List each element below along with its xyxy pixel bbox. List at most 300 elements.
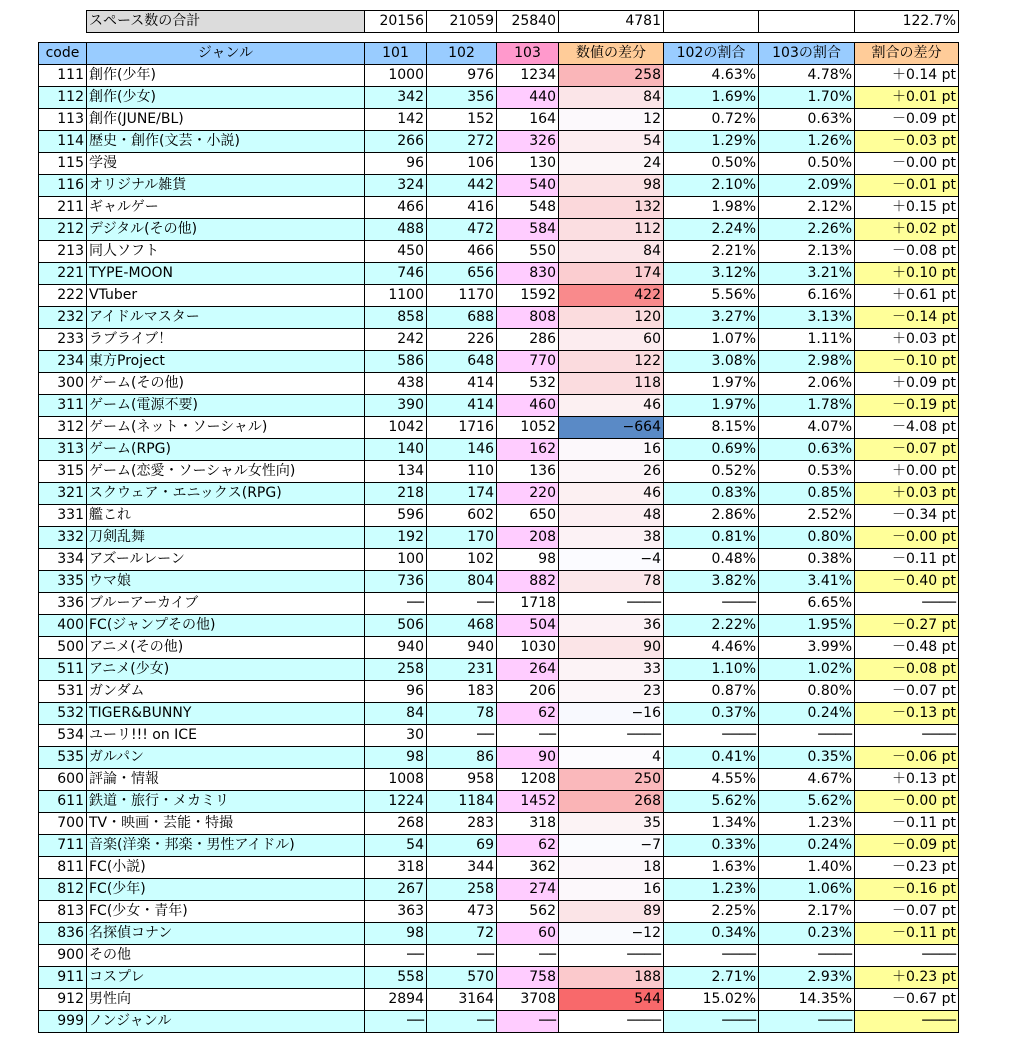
cell-genre[interactable]: 艦これ [87, 505, 365, 527]
cell-101[interactable]: 324 [365, 175, 427, 197]
cell-genre[interactable]: 学漫 [87, 153, 365, 175]
cell-101[interactable]: 746 [365, 263, 427, 285]
cell-diff[interactable]: −4 [559, 549, 664, 571]
header-103[interactable]: 103 [497, 43, 559, 65]
cell-pt-diff[interactable]: －0.09 pt [855, 835, 959, 857]
header-rate-103[interactable]: 103の割合 [759, 43, 855, 65]
cell-102[interactable]: 110 [427, 461, 497, 483]
cell-pt-diff[interactable]: ＋0.02 pt [855, 219, 959, 241]
cell-pt-diff[interactable]: －0.07 pt [855, 901, 959, 923]
cell-rate-102[interactable]: 15.02% [664, 989, 759, 1011]
cell-rate-103[interactable]: 2.93% [759, 967, 855, 989]
cell-pt-diff[interactable]: －0.11 pt [855, 923, 959, 945]
cell-diff[interactable]: 112 [559, 219, 664, 241]
cell-101[interactable]: 450 [365, 241, 427, 263]
cell-diff[interactable]: 188 [559, 967, 664, 989]
cell-102[interactable]: 106 [427, 153, 497, 175]
cell-code[interactable]: 114 [39, 131, 87, 153]
cell-code[interactable]: 700 [39, 813, 87, 835]
cell-rate-102[interactable]: 5.62% [664, 791, 759, 813]
cell-102[interactable]: 86 [427, 747, 497, 769]
cell-rate-102[interactable]: 2.71% [664, 967, 759, 989]
cell-rate-102[interactable]: 4.46% [664, 637, 759, 659]
cell-genre[interactable]: FC(少女・青年) [87, 901, 365, 923]
cell-rate-103[interactable]: 1.40% [759, 857, 855, 879]
cell-code[interactable]: 711 [39, 835, 87, 857]
cell-pt-diff[interactable]: ＋0.23 pt [855, 967, 959, 989]
cell-diff[interactable]: −664 [559, 417, 664, 439]
cell-pt-diff[interactable]: －0.19 pt [855, 395, 959, 417]
cell-pt-diff[interactable]: ──── [855, 945, 959, 967]
cell-genre[interactable]: 男性向 [87, 989, 365, 1011]
cell-diff[interactable]: ──── [559, 945, 664, 967]
cell-pt-diff[interactable]: －0.13 pt [855, 703, 959, 725]
cell-rate-103[interactable]: 3.99% [759, 637, 855, 659]
cell-rate-102[interactable]: 3.08% [664, 351, 759, 373]
cell-rate-102[interactable]: 1.63% [664, 857, 759, 879]
cell-genre[interactable]: 刀剣乱舞 [87, 527, 365, 549]
cell-pt-diff[interactable]: －0.01 pt [855, 175, 959, 197]
cell-diff[interactable]: 46 [559, 483, 664, 505]
cell-102[interactable]: 356 [427, 87, 497, 109]
header-code[interactable]: code [39, 43, 87, 65]
cell-102[interactable]: 414 [427, 373, 497, 395]
cell-pt-diff[interactable]: －0.48 pt [855, 637, 959, 659]
cell-diff[interactable]: −7 [559, 835, 664, 857]
cell-genre[interactable]: ゲーム(恋愛・ソーシャル女性向) [87, 461, 365, 483]
cell-code[interactable]: 234 [39, 351, 87, 373]
cell-genre[interactable]: 名探偵コナン [87, 923, 365, 945]
cell-diff[interactable]: 23 [559, 681, 664, 703]
cell-rate-102[interactable]: ──── [664, 593, 759, 615]
cell-102[interactable]: 688 [427, 307, 497, 329]
cell-pt-diff[interactable]: ＋0.03 pt [855, 329, 959, 351]
cell-pt-diff[interactable]: －0.10 pt [855, 351, 959, 373]
cell-rate-103[interactable]: 0.24% [759, 835, 855, 857]
cell-102[interactable]: 146 [427, 439, 497, 461]
cell-103[interactable]: 62 [497, 703, 559, 725]
cell-101[interactable]: 96 [365, 153, 427, 175]
cell-diff[interactable]: 24 [559, 153, 664, 175]
cell-diff[interactable]: 250 [559, 769, 664, 791]
cell-code[interactable]: 912 [39, 989, 87, 1011]
cell-genre[interactable]: 創作(少女) [87, 87, 365, 109]
cell-genre[interactable]: ブルーアーカイブ [87, 593, 365, 615]
cell-rate-103[interactable]: 2.09% [759, 175, 855, 197]
cell-103[interactable]: 286 [497, 329, 559, 351]
cell-103[interactable]: 1452 [497, 791, 559, 813]
cell-rate-103[interactable]: 1.06% [759, 879, 855, 901]
cell-pt-diff[interactable]: －4.08 pt [855, 417, 959, 439]
cell-genre[interactable]: デジタル(その他) [87, 219, 365, 241]
cell-diff[interactable]: 35 [559, 813, 664, 835]
summary-103[interactable]: 25840 [497, 11, 559, 33]
cell-rate-103[interactable]: 6.16% [759, 285, 855, 307]
cell-pt-diff[interactable]: ＋0.01 pt [855, 87, 959, 109]
summary-101[interactable]: 20156 [365, 11, 427, 33]
cell-101[interactable]: 268 [365, 813, 427, 835]
cell-102[interactable]: 656 [427, 263, 497, 285]
cell-rate-102[interactable]: 0.50% [664, 153, 759, 175]
cell-rate-103[interactable]: 1.95% [759, 615, 855, 637]
cell-code[interactable]: 331 [39, 505, 87, 527]
cell-rate-103[interactable]: 3.41% [759, 571, 855, 593]
cell-code[interactable]: 335 [39, 571, 87, 593]
cell-103[interactable]: 650 [497, 505, 559, 527]
cell-rate-103[interactable]: 3.13% [759, 307, 855, 329]
cell-101[interactable]: 438 [365, 373, 427, 395]
cell-103[interactable]: 130 [497, 153, 559, 175]
cell-rate-103[interactable]: 0.38% [759, 549, 855, 571]
cell-genre[interactable]: 音楽(洋楽・邦楽・男性アイドル) [87, 835, 365, 857]
cell-genre[interactable]: 東方Project [87, 351, 365, 373]
cell-rate-102[interactable]: 1.69% [664, 87, 759, 109]
cell-diff[interactable]: 268 [559, 791, 664, 813]
cell-rate-103[interactable]: 6.65% [759, 593, 855, 615]
cell-103[interactable]: ── [497, 725, 559, 747]
cell-code[interactable]: 900 [39, 945, 87, 967]
cell-103[interactable]: 562 [497, 901, 559, 923]
cell-code[interactable]: 212 [39, 219, 87, 241]
cell-code[interactable]: 112 [39, 87, 87, 109]
cell-rate-102[interactable]: 2.10% [664, 175, 759, 197]
cell-rate-103[interactable]: 0.80% [759, 527, 855, 549]
cell-103[interactable]: 1718 [497, 593, 559, 615]
cell-pt-diff[interactable]: ──── [855, 725, 959, 747]
cell-pt-diff[interactable]: ──── [855, 593, 959, 615]
cell-102[interactable]: 3164 [427, 989, 497, 1011]
cell-pt-diff[interactable]: －0.06 pt [855, 747, 959, 769]
cell-101[interactable]: 98 [365, 923, 427, 945]
cell-103[interactable]: 758 [497, 967, 559, 989]
cell-rate-103[interactable]: 0.24% [759, 703, 855, 725]
cell-101[interactable]: ── [365, 1011, 427, 1033]
cell-rate-102[interactable]: 1.98% [664, 197, 759, 219]
cell-rate-103[interactable]: 1.23% [759, 813, 855, 835]
cell-genre[interactable]: アイドルマスター [87, 307, 365, 329]
cell-rate-102[interactable]: 0.72% [664, 109, 759, 131]
cell-101[interactable]: 858 [365, 307, 427, 329]
cell-101[interactable]: 84 [365, 703, 427, 725]
cell-pt-diff[interactable]: －0.14 pt [855, 307, 959, 329]
cell-102[interactable]: 442 [427, 175, 497, 197]
cell-diff[interactable]: 16 [559, 879, 664, 901]
cell-rate-102[interactable]: 1.97% [664, 373, 759, 395]
cell-101[interactable]: 488 [365, 219, 427, 241]
cell-diff[interactable]: 4 [559, 747, 664, 769]
cell-genre[interactable]: TYPE-MOON [87, 263, 365, 285]
cell-rate-102[interactable]: 0.87% [664, 681, 759, 703]
summary-pt[interactable]: 122.7% [855, 11, 959, 33]
cell-101[interactable]: 506 [365, 615, 427, 637]
summary-102[interactable]: 21059 [427, 11, 497, 33]
cell-102[interactable]: 473 [427, 901, 497, 923]
cell-diff[interactable]: 84 [559, 87, 664, 109]
cell-rate-103[interactable]: 4.78% [759, 65, 855, 87]
cell-rate-102[interactable]: 3.12% [664, 263, 759, 285]
cell-102[interactable]: 344 [427, 857, 497, 879]
cell-genre[interactable]: ウマ娘 [87, 571, 365, 593]
cell-102[interactable]: 183 [427, 681, 497, 703]
cell-genre[interactable]: ラブライブ！ [87, 329, 365, 351]
cell-rate-103[interactable]: 0.63% [759, 109, 855, 131]
cell-103[interactable]: 808 [497, 307, 559, 329]
cell-103[interactable]: 3708 [497, 989, 559, 1011]
cell-101[interactable]: 54 [365, 835, 427, 857]
summary-rate-103[interactable] [759, 11, 855, 33]
cell-genre[interactable]: 評論・情報 [87, 769, 365, 791]
cell-101[interactable]: 1008 [365, 769, 427, 791]
cell-101[interactable]: 242 [365, 329, 427, 351]
cell-101[interactable]: 1100 [365, 285, 427, 307]
cell-genre[interactable]: 同人ソフト [87, 241, 365, 263]
cell-102[interactable]: ── [427, 1011, 497, 1033]
cell-102[interactable]: 648 [427, 351, 497, 373]
cell-rate-102[interactable]: 0.48% [664, 549, 759, 571]
cell-rate-102[interactable]: 0.69% [664, 439, 759, 461]
cell-101[interactable]: 218 [365, 483, 427, 505]
cell-103[interactable]: 60 [497, 923, 559, 945]
cell-pt-diff[interactable]: －0.00 pt [855, 153, 959, 175]
cell-pt-diff[interactable]: ＋0.10 pt [855, 263, 959, 285]
cell-103[interactable]: 504 [497, 615, 559, 637]
cell-101[interactable]: 267 [365, 879, 427, 901]
cell-rate-103[interactable]: 0.85% [759, 483, 855, 505]
cell-genre[interactable]: 創作(少年) [87, 65, 365, 87]
cell-103[interactable]: ── [497, 945, 559, 967]
cell-pt-diff[interactable]: －0.07 pt [855, 681, 959, 703]
cell-rate-102[interactable]: 1.29% [664, 131, 759, 153]
cell-101[interactable]: ── [365, 593, 427, 615]
cell-genre[interactable]: ゲーム(その他) [87, 373, 365, 395]
cell-103[interactable]: 540 [497, 175, 559, 197]
cell-rate-102[interactable]: 1.23% [664, 879, 759, 901]
cell-code[interactable]: 221 [39, 263, 87, 285]
cell-diff[interactable]: 120 [559, 307, 664, 329]
cell-102[interactable]: 72 [427, 923, 497, 945]
cell-genre[interactable]: ユーリ!!! on ICE [87, 725, 365, 747]
cell-diff[interactable]: 60 [559, 329, 664, 351]
cell-rate-103[interactable]: 0.23% [759, 923, 855, 945]
cell-genre[interactable]: ガンダム [87, 681, 365, 703]
cell-rate-103[interactable]: 1.02% [759, 659, 855, 681]
cell-rate-103[interactable]: 1.26% [759, 131, 855, 153]
cell-rate-102[interactable]: 2.86% [664, 505, 759, 527]
cell-pt-diff[interactable]: ＋0.00 pt [855, 461, 959, 483]
cell-rate-102[interactable]: 1.34% [664, 813, 759, 835]
cell-genre[interactable]: 創作(JUNE/BL) [87, 109, 365, 131]
cell-genre[interactable]: FC(少年) [87, 879, 365, 901]
cell-code[interactable]: 813 [39, 901, 87, 923]
cell-genre[interactable]: FC(小説) [87, 857, 365, 879]
cell-101[interactable]: 1224 [365, 791, 427, 813]
cell-rate-103[interactable]: ──── [759, 1011, 855, 1033]
cell-pt-diff[interactable]: －0.08 pt [855, 659, 959, 681]
cell-103[interactable]: 162 [497, 439, 559, 461]
cell-code[interactable]: 400 [39, 615, 87, 637]
cell-102[interactable]: 283 [427, 813, 497, 835]
cell-code[interactable]: 116 [39, 175, 87, 197]
cell-rate-102[interactable]: 0.33% [664, 835, 759, 857]
cell-code[interactable]: 311 [39, 395, 87, 417]
cell-102[interactable]: 472 [427, 219, 497, 241]
cell-103[interactable]: 770 [497, 351, 559, 373]
cell-103[interactable]: 440 [497, 87, 559, 109]
cell-pt-diff[interactable]: ＋0.15 pt [855, 197, 959, 219]
cell-101[interactable]: 940 [365, 637, 427, 659]
cell-code[interactable]: 111 [39, 65, 87, 87]
cell-code[interactable]: 115 [39, 153, 87, 175]
header-101[interactable]: 101 [365, 43, 427, 65]
cell-diff[interactable]: 98 [559, 175, 664, 197]
cell-101[interactable]: 134 [365, 461, 427, 483]
header-rate-102[interactable]: 102の割合 [664, 43, 759, 65]
cell-code[interactable]: 232 [39, 307, 87, 329]
cell-rate-102[interactable]: 2.22% [664, 615, 759, 637]
cell-genre[interactable]: ゲーム(RPG) [87, 439, 365, 461]
cell-rate-102[interactable]: 1.97% [664, 395, 759, 417]
cell-103[interactable]: 550 [497, 241, 559, 263]
cell-102[interactable]: 152 [427, 109, 497, 131]
cell-code[interactable]: 336 [39, 593, 87, 615]
cell-rate-103[interactable]: ──── [759, 725, 855, 747]
cell-103[interactable]: 362 [497, 857, 559, 879]
cell-103[interactable]: 206 [497, 681, 559, 703]
cell-103[interactable]: 274 [497, 879, 559, 901]
cell-rate-103[interactable]: 0.63% [759, 439, 855, 461]
cell-rate-102[interactable]: 2.24% [664, 219, 759, 241]
header-pt-diff[interactable]: 割合の差分 [855, 43, 959, 65]
cell-102[interactable]: 69 [427, 835, 497, 857]
cell-diff[interactable]: 18 [559, 857, 664, 879]
cell-rate-102[interactable]: 0.52% [664, 461, 759, 483]
cell-code[interactable]: 233 [39, 329, 87, 351]
cell-pt-diff[interactable]: －0.08 pt [855, 241, 959, 263]
cell-diff[interactable]: 174 [559, 263, 664, 285]
cell-genre[interactable]: スクウェア・エニックス(RPG) [87, 483, 365, 505]
cell-pt-diff[interactable]: －0.34 pt [855, 505, 959, 527]
cell-pt-diff[interactable]: －0.11 pt [855, 813, 959, 835]
cell-102[interactable]: 78 [427, 703, 497, 725]
cell-102[interactable]: 570 [427, 967, 497, 989]
cell-103[interactable]: 584 [497, 219, 559, 241]
cell-rate-103[interactable]: 2.17% [759, 901, 855, 923]
cell-101[interactable]: 142 [365, 109, 427, 131]
cell-103[interactable]: 208 [497, 527, 559, 549]
cell-rate-102[interactable]: 1.10% [664, 659, 759, 681]
cell-rate-103[interactable]: 0.80% [759, 681, 855, 703]
cell-101[interactable]: 390 [365, 395, 427, 417]
cell-code[interactable]: 600 [39, 769, 87, 791]
cell-103[interactable]: 548 [497, 197, 559, 219]
cell-102[interactable]: 102 [427, 549, 497, 571]
cell-code[interactable]: 500 [39, 637, 87, 659]
cell-genre[interactable]: オリジナル雑貨 [87, 175, 365, 197]
cell-101[interactable]: 140 [365, 439, 427, 461]
cell-rate-102[interactable]: 5.56% [664, 285, 759, 307]
cell-diff[interactable]: −12 [559, 923, 664, 945]
cell-102[interactable]: 414 [427, 395, 497, 417]
cell-pt-diff[interactable]: －0.67 pt [855, 989, 959, 1011]
cell-102[interactable]: 602 [427, 505, 497, 527]
cell-rate-103[interactable]: 5.62% [759, 791, 855, 813]
cell-pt-diff[interactable]: ＋0.61 pt [855, 285, 959, 307]
cell-genre[interactable]: その他 [87, 945, 365, 967]
cell-102[interactable]: 976 [427, 65, 497, 87]
header-102[interactable]: 102 [427, 43, 497, 65]
cell-code[interactable]: 535 [39, 747, 87, 769]
cell-pt-diff[interactable]: －0.23 pt [855, 857, 959, 879]
cell-diff[interactable]: ──── [559, 1011, 664, 1033]
cell-103[interactable]: 98 [497, 549, 559, 571]
cell-rate-103[interactable]: 14.35% [759, 989, 855, 1011]
cell-rate-102[interactable]: 0.41% [664, 747, 759, 769]
cell-genre[interactable]: 歴史・創作(文芸・小説) [87, 131, 365, 153]
cell-102[interactable]: 231 [427, 659, 497, 681]
cell-pt-diff[interactable]: －0.00 pt [855, 791, 959, 813]
cell-code[interactable]: 332 [39, 527, 87, 549]
cell-code[interactable]: 812 [39, 879, 87, 901]
cell-pt-diff[interactable]: ＋0.13 pt [855, 769, 959, 791]
cell-pt-diff[interactable]: －0.11 pt [855, 549, 959, 571]
cell-101[interactable]: 98 [365, 747, 427, 769]
cell-rate-102[interactable]: 0.83% [664, 483, 759, 505]
cell-102[interactable]: ── [427, 593, 497, 615]
cell-diff[interactable]: ──── [559, 725, 664, 747]
cell-rate-102[interactable]: 4.55% [664, 769, 759, 791]
cell-diff[interactable]: 90 [559, 637, 664, 659]
cell-genre[interactable]: FC(ジャンプその他) [87, 615, 365, 637]
cell-rate-103[interactable]: 0.35% [759, 747, 855, 769]
cell-diff[interactable]: 78 [559, 571, 664, 593]
cell-103[interactable]: 1030 [497, 637, 559, 659]
cell-code[interactable]: 911 [39, 967, 87, 989]
cell-rate-103[interactable]: 1.70% [759, 87, 855, 109]
cell-code[interactable]: 511 [39, 659, 87, 681]
cell-code[interactable]: 611 [39, 791, 87, 813]
cell-pt-diff[interactable]: ＋0.09 pt [855, 373, 959, 395]
cell-diff[interactable]: −16 [559, 703, 664, 725]
cell-pt-diff[interactable]: －0.00 pt [855, 527, 959, 549]
cell-pt-diff[interactable]: －0.27 pt [855, 615, 959, 637]
cell-rate-103[interactable]: ──── [759, 945, 855, 967]
cell-rate-102[interactable]: 0.81% [664, 527, 759, 549]
cell-101[interactable]: 96 [365, 681, 427, 703]
cell-genre[interactable]: VTuber [87, 285, 365, 307]
cell-code[interactable]: 532 [39, 703, 87, 725]
cell-102[interactable]: 958 [427, 769, 497, 791]
cell-103[interactable]: 326 [497, 131, 559, 153]
cell-103[interactable]: 830 [497, 263, 559, 285]
cell-pt-diff[interactable]: ──── [855, 1011, 959, 1033]
cell-101[interactable]: 30 [365, 725, 427, 747]
cell-103[interactable]: 220 [497, 483, 559, 505]
cell-101[interactable]: 586 [365, 351, 427, 373]
cell-pt-diff[interactable]: －0.40 pt [855, 571, 959, 593]
cell-diff[interactable]: 118 [559, 373, 664, 395]
cell-101[interactable]: 318 [365, 857, 427, 879]
cell-diff[interactable]: 38 [559, 527, 664, 549]
cell-diff[interactable]: 36 [559, 615, 664, 637]
cell-pt-diff[interactable]: －0.03 pt [855, 131, 959, 153]
cell-103[interactable]: 1592 [497, 285, 559, 307]
cell-101[interactable]: 2894 [365, 989, 427, 1011]
cell-103[interactable]: 882 [497, 571, 559, 593]
cell-genre[interactable]: ガルパン [87, 747, 365, 769]
cell-pt-diff[interactable]: ＋0.03 pt [855, 483, 959, 505]
cell-code[interactable]: 811 [39, 857, 87, 879]
summary-diff[interactable]: 4781 [559, 11, 664, 33]
